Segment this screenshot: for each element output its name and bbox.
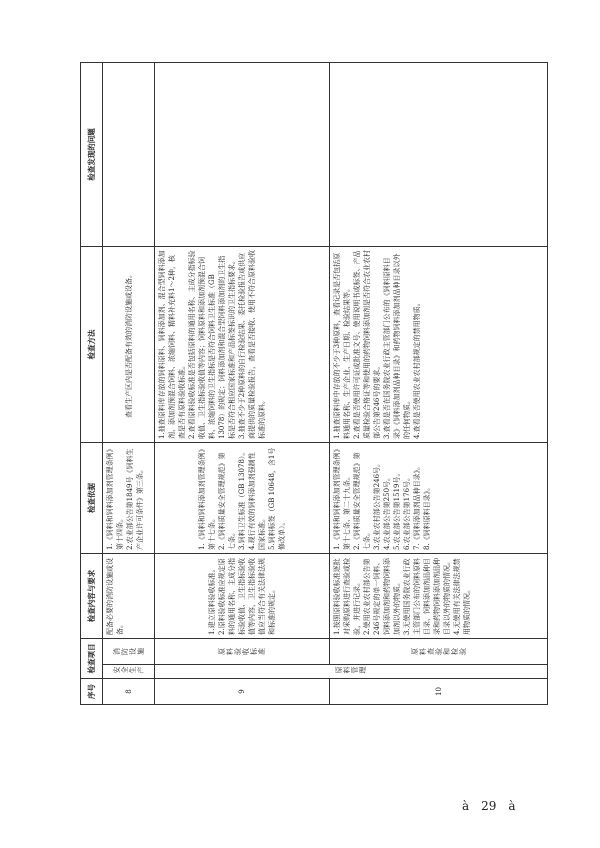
page-number: à 29 à: [462, 799, 516, 813]
header-row: [81, 63, 103, 705]
row-issues: [330, 63, 548, 247]
category-raw: 原料管理: [155, 665, 548, 679]
row-content: 1.按照原料验收标准逐批对采购原料进行查验或检验，并进行记录。 2.使用农业农村部公告第246号规定的单一饲料、饲料添加剂和药物饲料添加剂以外的物质。 3.无使用国务院农业行政主管部门公布的饲料原料目录、饲料添加剂品种目录和药物饲料添加剂品种目录以外的物质的情况。 4.无使用有关法律法规禁用物质的情况。: [330, 554, 548, 639]
header-basis: 检查依据: [81, 443, 103, 554]
row-seq: 9: [155, 679, 330, 705]
header-content: 检查内容与要求: [81, 554, 103, 639]
inspection-table: [80, 62, 548, 705]
row-method: 查看生产区内是否配备有效的消防设施或设备。: [103, 247, 155, 443]
inspection-table-rotated: [80, 63, 547, 705]
row-item: 消防设施: [103, 639, 155, 665]
row-seq: 10: [330, 679, 548, 705]
row-basis: 1.《饲料和饲料添加剂管理条例》第十四条。 2.农业部公告第1849号《饲料生产企业许可条件》第三条。: [103, 443, 155, 554]
header-issues: 检查发现的问题: [81, 63, 103, 247]
header-item: 检查项目: [81, 639, 103, 679]
row-issues: [103, 63, 155, 247]
row-item: 原料查验和检验: [330, 639, 548, 665]
row-content: 1.建立原料验收标准。 2.原料验收标准应规定原料的通用名称、主成分指标验收值、卫生指标验收值等内容，卫生指标验收值应当符合有关法律法规和标准的规定。: [155, 554, 330, 639]
header-seq: 序号: [81, 679, 103, 705]
row-basis: 1.《饲料和饲料添加剂管理条例》第十七条、第二十九条。 2.《饲料质量安全管理规范》第七条。 3.农业农村部公告第246号。 4.农业部公告第250号。 5.农业部公告第1519号。 6.农业部公告第176号。 7.《饲料添加剂品种目录》。 8.《饲料原料目录》。: [330, 443, 548, 554]
table-row: [155, 63, 330, 705]
row-basis: 1.《饲料和饲料添加剂管理条例》第十七条。 2.《饲料质量安全管理规范》第七条。 3.饲料卫生标准（GB 13078）。 4.现行有效的饲料添加剂强制性国家标准。 5.饲料标签（GB 10648，含1号修改单）。: [155, 443, 330, 554]
row-item: 原料验收标准: [155, 639, 330, 665]
row-method: 1.抽查原料库中存放的不少于3种原料，查看记录是否包括原料通用名称、生产企业、生产日期、检验结果等。 2.查看是否使用许可证或批准文号、使用说明书或标签、产品质量检验合格证等和使用的药物饲料添加剂是否符合农业农村部公告第246号的要求。 3.查看是否在国务院农业行政主管部门公布的《饲料原料目录》《饲料添加剂品种目录》和药物饲料添加剂品种目录以外的任何物质。 4.查看是否使用农业农村部规定的禁用物质。: [330, 247, 548, 443]
row-seq: 8: [103, 679, 155, 705]
row-issues: [155, 63, 330, 247]
row-content: 配备必要的消防设施或设备。: [103, 554, 155, 639]
category-safety: 安全生产: [103, 665, 155, 679]
row-method: 1.抽查原料库存放的饲料原料、饲料添加剂、混合型饲料添加剂、添加剂预混合饲料、浓缩饲料、精料补充料1～2种，核查是否有原料验收标准。 2.查看原料验收标准是否包括原料的通用名称、主成分指标验收值、卫生指标验收值等内容；饲料原料和添加剂预混合饲料、浓缩饲料的卫生指标是否符合饲料卫生标准（GB 13078）的规定；饲料添加剂和混合型饲料添加剂的卫生指标是否符合相应国家标准和产品标签标识的卫生指标要求。 3.抽查不少于2种原料的自行检验结果、委托检验报告或供应商提供的质量检验报告，查看是否接收、使用不符合原料验收标准的原料。: [155, 247, 330, 443]
header-method: 检查方法: [81, 247, 103, 443]
table-row: [103, 63, 155, 705]
table-row: [330, 63, 548, 705]
